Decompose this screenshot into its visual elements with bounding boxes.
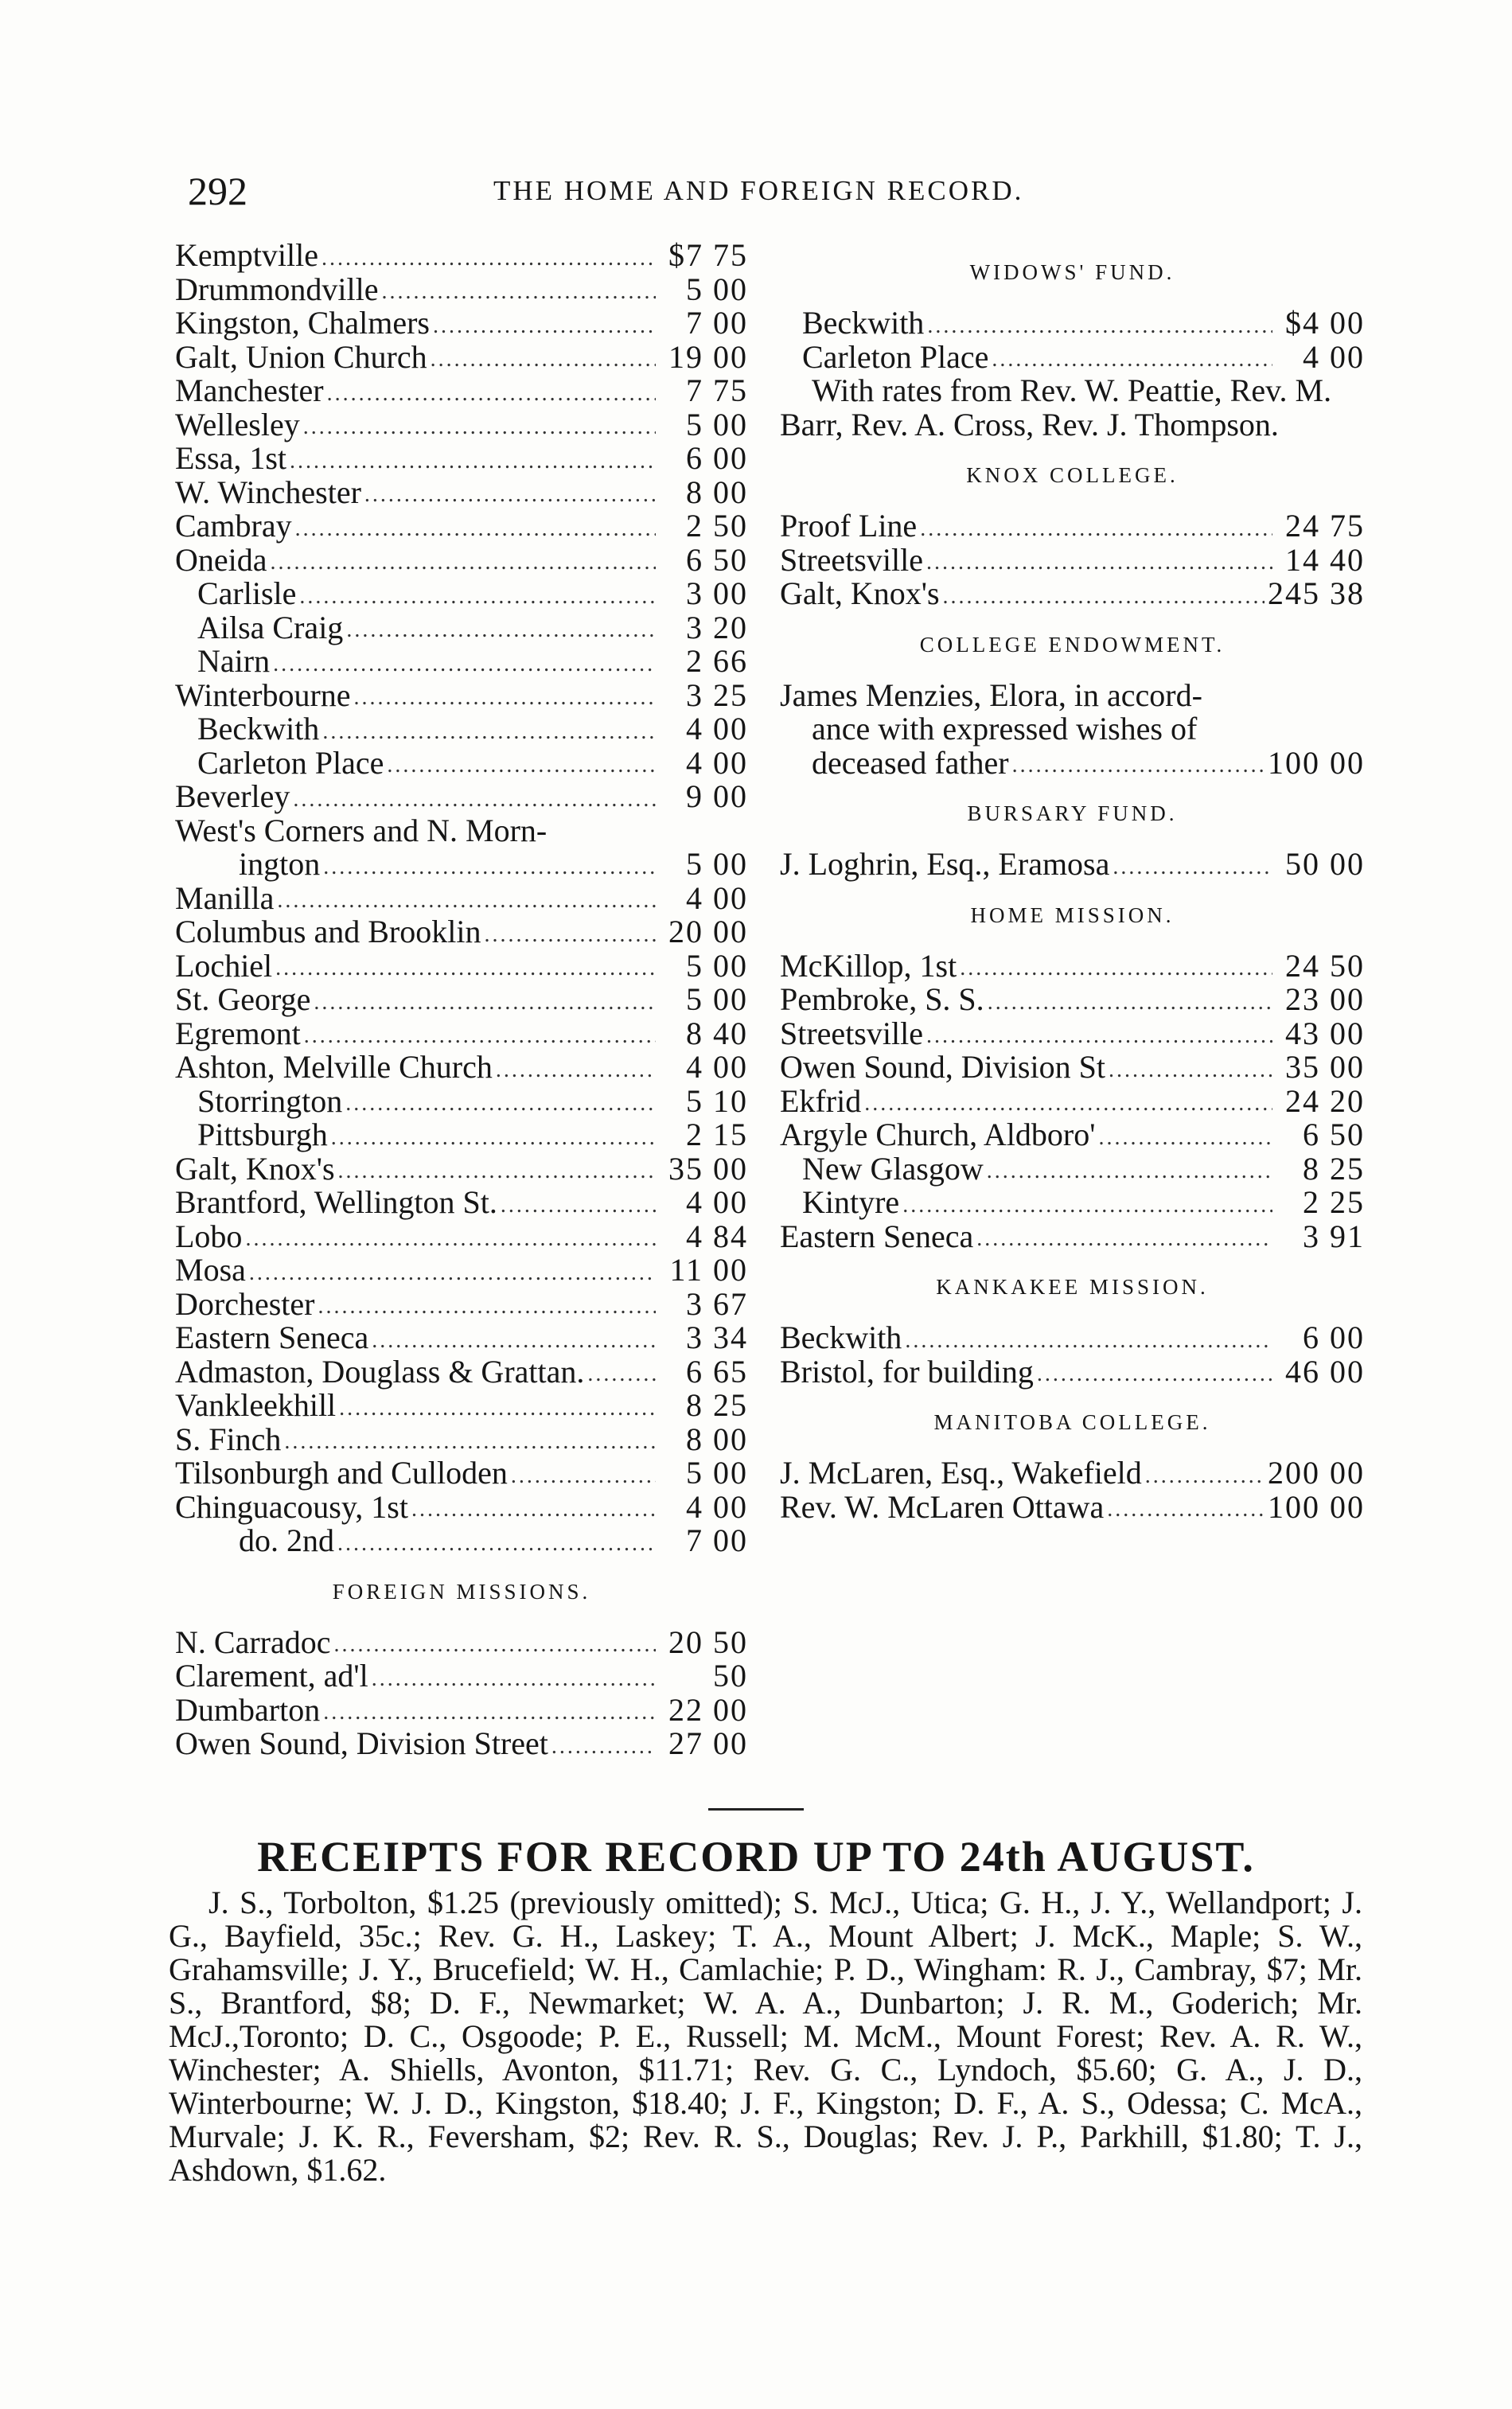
page-header <box>0 159 1512 223</box>
ledger-row <box>780 1220 1365 1254</box>
entry-name: Rev. W. McLaren Ottawa <box>780 1488 1105 1525</box>
entry-name: Beckwith <box>197 711 320 746</box>
ledger-row <box>175 879 748 916</box>
ledger-row <box>780 1488 1365 1525</box>
entry-amount: 6 65 <box>686 1353 748 1390</box>
entry-amount: 4 84 <box>686 1218 748 1254</box>
ledger-row <box>780 1186 1365 1220</box>
entry-amount: 5 00 <box>686 271 748 307</box>
leader-dots <box>303 413 656 442</box>
leader-dots <box>354 684 656 712</box>
leader-dots <box>364 481 656 509</box>
leader-dots <box>337 1530 656 1558</box>
leader-dots <box>321 244 656 273</box>
leader-dots <box>433 312 656 341</box>
entry-name: Ailsa Craig <box>197 609 344 645</box>
ledger-row <box>780 1082 1365 1119</box>
entry-name: Lochiel <box>175 947 273 984</box>
entry-name: Owen Sound, Division St <box>780 1049 1105 1085</box>
entry-amount: 3 67 <box>686 1285 748 1322</box>
leader-dots <box>299 583 656 611</box>
leader-dots <box>1037 1360 1272 1389</box>
leader-dots <box>987 1157 1272 1186</box>
leader-dots <box>905 1327 1272 1355</box>
endowment-line-3 <box>780 746 1365 781</box>
leader-dots <box>927 312 1272 341</box>
entry-name: Eastern Seneca <box>780 1218 974 1254</box>
entry-name: Eastern Seneca <box>175 1319 369 1355</box>
ledger-row <box>175 1488 748 1525</box>
entry-amount: 23 00 <box>1285 981 1365 1017</box>
entry-name: Kingston, Chalmers <box>175 305 430 341</box>
entry-amount: 5 00 <box>686 981 748 1017</box>
entry-amount: 4 00 <box>686 1184 748 1220</box>
foreign-missions-list <box>175 1626 748 1761</box>
leader-dots <box>327 380 656 408</box>
ledger-row <box>175 676 748 713</box>
right-column <box>780 239 1365 1524</box>
leader-dots <box>273 650 656 679</box>
entry-name: Mosa <box>175 1252 246 1288</box>
entry-amount: 6 00 <box>1303 1319 1365 1355</box>
entry-name: Beckwith <box>802 305 925 341</box>
leader-dots <box>992 345 1272 374</box>
endowment-line-1: James Menzies, Elora, in accord- <box>780 676 1202 713</box>
ledger-row <box>175 1456 748 1491</box>
widows-fund-note: With rates from Rev. W. Peattie, Rev. M. Barr, Rev. A. Cross, Rev. J. Thompson. <box>780 372 1332 442</box>
leader-dots <box>290 447 656 476</box>
entry-amount: 5 10 <box>686 1082 748 1119</box>
ledger-row <box>175 306 748 341</box>
leader-dots <box>277 887 656 915</box>
page-number: 292 <box>188 169 247 213</box>
entry-amount: 35 00 <box>1285 1049 1365 1085</box>
entry-amount: 4 00 <box>686 744 748 781</box>
contributions-list <box>175 239 748 1558</box>
entry-name: West's Corners and N. Morn- <box>175 812 548 848</box>
running-title: THE HOME AND FOREIGN RECORD. <box>493 175 1024 206</box>
ledger-row <box>780 509 1365 544</box>
endowment-line-2: ance with expressed wishes of <box>812 711 1198 746</box>
ledger-row <box>175 1220 748 1254</box>
ledger-row <box>780 306 1365 341</box>
leader-dots <box>511 1462 656 1491</box>
ledger-row <box>175 1082 748 1119</box>
entry-name: Carlisle <box>197 575 297 611</box>
leader-dots <box>926 548 1272 577</box>
widows-fund-list <box>780 306 1365 374</box>
entry-amount: 3 20 <box>686 609 748 645</box>
leader-dots <box>322 718 656 746</box>
ledger-row <box>780 1152 1365 1187</box>
entry-amount: 8 00 <box>686 1421 748 1457</box>
entry-amount: $7 75 <box>668 237 748 273</box>
entry-name: Brantford, Wellington St. <box>175 1184 497 1220</box>
entry-amount: 5 00 <box>686 1455 748 1491</box>
entry-name: S. Finch <box>175 1421 282 1457</box>
entry-name: Tilsonburgh and Culloden <box>175 1455 508 1491</box>
ledger-row <box>175 611 748 645</box>
entry-amount: 7 75 <box>686 372 748 408</box>
entry-amount: 2 66 <box>686 643 748 679</box>
entry-name: Nairn <box>197 643 271 679</box>
entry-amount: $4 00 <box>1285 305 1365 341</box>
ledger-row <box>175 476 748 510</box>
receipts-body: J. S., Torbolton, $1.25 (previously omitted); S. McJ., Utica; G. H., J. Y., Wellandport; J. G., Bayfield, 35c.; Rev. G. H., Laskey; T. A., Mount Albert; J. McK., Maple; S. W., Grahamsville; J. Y., Brucefield; W. H., Camlachie; P. D., Wingham: R. J., Cambray, $7; Mr. S., Brantford, $8; D. F., Newmarket; W. A. A., Dunbarton; J. R. M., Goderich; Mr. McJ.,Toronto; D. C., Osgoode; P. E., Russell; M. McM., Mount Forest; Rev. A. R. W., Winchester; A. Shiells, Avonton, $11.71; Rev. G. C., Lyndoch, $5.60; G. A., J. D., Winterbourne; W. J. D., Kingston, $18.40; J. F., Kingston; D. F., A. S., Odessa; C. McA., Murvale; J. K. R., Feversham, $2; Rev. R. S., Douglas; Rev. J. P., Parkhill, $1.80; T. J., Ashdown, $1.62. <box>169 1885 1362 2188</box>
ledger-row <box>175 442 748 476</box>
left-column <box>175 239 748 1761</box>
leader-dots <box>333 1631 656 1659</box>
entry-amount: 4 00 <box>686 711 748 746</box>
entry-amount: 50 00 <box>1285 846 1365 882</box>
entry-name: Lobo <box>175 1218 243 1254</box>
entry-name: Kemptville <box>175 237 318 273</box>
leader-dots <box>501 1191 656 1220</box>
ledger-row <box>780 1355 1365 1390</box>
entry-name: Vankleekhill <box>175 1387 337 1423</box>
entry-name: New Glasgow <box>802 1150 984 1187</box>
entry-name: Proof Line <box>780 508 918 544</box>
leader-dots <box>345 1090 656 1118</box>
entry-name: Winterbourne <box>175 676 351 713</box>
ledger-row <box>175 1321 748 1355</box>
ledger-row <box>175 1423 748 1457</box>
entry-name: Argyle Church, Aldboro' <box>780 1117 1096 1152</box>
section-heading-manitoba-college: MANITOBA COLLEGE. <box>933 1410 1211 1434</box>
section-heading-home-mission: HOME MISSION. <box>970 902 1175 927</box>
receipts-title: RECEIPTS FOR RECORD UP TO 24th AUGUST. <box>257 1833 1255 1881</box>
ledger-row <box>175 541 748 578</box>
manitoba-college-list <box>780 1456 1365 1524</box>
entry-name: Carleton Place <box>802 338 989 375</box>
leader-dots <box>1109 1056 1272 1085</box>
ledger-row <box>175 746 748 781</box>
entry-amount: 8 00 <box>686 474 748 510</box>
leader-dots <box>1098 1124 1272 1152</box>
leader-dots <box>323 1698 656 1727</box>
entry-amount: 3 25 <box>686 676 748 713</box>
entry-name: Dorchester <box>175 1285 315 1322</box>
entry-name: Oneida <box>175 541 267 578</box>
entry-name: N. Carradoc <box>175 1624 331 1660</box>
ledger-row <box>175 780 748 814</box>
leader-dots <box>318 1292 656 1321</box>
entry-name: Kintyre <box>802 1184 900 1220</box>
ledger-row <box>175 645 748 679</box>
entry-name: Wellesley <box>175 406 300 442</box>
entry-name: Columbus and Brooklin <box>175 914 481 949</box>
entry-name: J. McLaren, Esq., Wakefield <box>780 1455 1142 1491</box>
ledger-row <box>175 1186 748 1220</box>
entry-amount: 5 00 <box>686 846 748 882</box>
entry-amount: 24 75 <box>1285 508 1365 544</box>
entry-amount: 8 25 <box>1303 1150 1365 1187</box>
entry-name: Cambray <box>175 508 292 544</box>
entry-name: Ashton, Melville Church <box>175 1049 493 1085</box>
bursary-fund-list <box>780 848 1365 882</box>
leader-dots <box>387 751 656 780</box>
entry-amount: 14 40 <box>1285 541 1365 578</box>
entry-amount: 35 00 <box>668 1150 748 1187</box>
leader-dots <box>1113 853 1272 882</box>
entry-name: Chinguacousy, 1st <box>175 1488 408 1525</box>
section-heading-widows-fund: WIDOWS' FUND. <box>969 260 1175 284</box>
ledger-row <box>175 1659 748 1694</box>
ledger-row <box>175 1727 748 1761</box>
ledger-row <box>175 1691 748 1728</box>
entry-name: Beckwith <box>780 1319 902 1355</box>
leader-dots <box>960 954 1272 983</box>
entry-amount: 5 00 <box>686 406 748 442</box>
ledger-row <box>175 408 748 442</box>
leader-dots <box>496 1056 656 1085</box>
leader-dots <box>902 1191 1272 1220</box>
entry-name: Dumbarton <box>175 1691 321 1728</box>
leader-dots <box>293 785 656 814</box>
leader-dots <box>411 1495 656 1524</box>
entry-name: ington <box>239 846 321 882</box>
entry-amount: 9 00 <box>686 778 748 814</box>
entry-amount: 4 00 <box>1303 338 1365 375</box>
entry-amount: 2 25 <box>1303 1184 1365 1220</box>
ledger-row <box>175 949 748 984</box>
ledger-row <box>780 848 1365 882</box>
entry-amount: 6 50 <box>686 541 748 578</box>
entry-name: W. Winchester <box>175 474 361 510</box>
leader-dots <box>1012 751 1265 780</box>
section-heading-bursary-fund: BURSARY FUND. <box>967 801 1178 825</box>
leader-dots <box>304 1022 656 1051</box>
entry-name: Beverley <box>175 778 290 814</box>
entry-amount: 24 50 <box>1285 947 1365 984</box>
leader-dots <box>1145 1462 1265 1491</box>
leader-dots <box>271 548 656 577</box>
leader-dots <box>314 988 656 1017</box>
ledger-row <box>175 848 748 882</box>
ledger-row <box>780 1321 1365 1355</box>
entry-amount: 3 34 <box>686 1319 748 1355</box>
entry-name: Pembroke, S. S. <box>780 981 984 1017</box>
entry-amount: 19 00 <box>668 338 748 375</box>
leader-dots <box>284 1428 656 1456</box>
entry-name: do. 2nd <box>239 1522 334 1558</box>
section-divider-rule <box>708 1808 804 1811</box>
ledger-row <box>780 949 1365 984</box>
ledger-row <box>780 1456 1365 1491</box>
ledger-row <box>175 983 748 1017</box>
ledger-row <box>175 915 748 949</box>
leader-dots <box>295 515 656 544</box>
leader-dots <box>338 1157 656 1186</box>
entry-name: Clarement, ad'l <box>175 1658 368 1694</box>
entry-amount: 20 50 <box>668 1624 748 1660</box>
entry-amount: 8 25 <box>686 1387 748 1423</box>
ledger-row <box>780 541 1365 578</box>
ledger-row <box>175 1524 748 1558</box>
ledger-row <box>780 338 1365 375</box>
entry-amount: 4 00 <box>686 879 748 916</box>
entry-amount: 7 00 <box>686 305 748 341</box>
entry-amount: 22 00 <box>668 1691 748 1728</box>
entry-name: J. Loghrin, Esq., Eramosa <box>780 846 1110 882</box>
leader-dots <box>382 278 656 306</box>
entry-amount: 24 20 <box>1285 1082 1365 1119</box>
entry-name: Bristol, for building <box>780 1353 1034 1390</box>
ledger-row <box>175 273 748 307</box>
entry-amount: 3 00 <box>686 575 748 611</box>
leader-dots <box>275 954 656 983</box>
knox-college-list <box>780 509 1365 611</box>
leader-dots <box>331 1124 656 1152</box>
endowment-name: deceased father <box>812 744 1009 781</box>
entry-amount: 4 00 <box>686 1049 748 1085</box>
ledger-row <box>175 1285 748 1322</box>
ledger-row <box>175 1253 748 1288</box>
entry-amount: 2 15 <box>686 1117 748 1152</box>
entry-name: Manilla <box>175 879 275 916</box>
entry-name: St. George <box>175 981 311 1017</box>
leader-dots <box>245 1225 656 1253</box>
leader-dots <box>323 853 656 882</box>
leader-dots <box>484 921 656 949</box>
ledger-row <box>175 338 748 375</box>
ledger-row <box>780 1017 1365 1051</box>
section-heading-knox-college: KNOX COLLEGE. <box>966 463 1179 487</box>
ledger-row <box>780 1118 1365 1152</box>
leader-dots <box>988 988 1272 1017</box>
ledger-row <box>780 1051 1365 1085</box>
entry-amount: 27 00 <box>668 1725 748 1761</box>
ledger-row <box>175 577 748 611</box>
entry-name: Streetsville <box>780 541 923 578</box>
ledger-row <box>175 374 748 408</box>
entry-name: Galt, Union Church <box>175 338 427 375</box>
entry-amount: 5 00 <box>686 947 748 984</box>
entry-name: Admaston, Douglass & Grattan. <box>175 1353 585 1390</box>
leader-dots <box>920 515 1272 544</box>
leader-dots <box>372 1665 656 1694</box>
entry-name: Manchester <box>175 372 324 408</box>
ledger-row <box>175 1626 748 1660</box>
endowment-amount: 100 00 <box>1268 744 1365 781</box>
entry-amount: 20 00 <box>668 914 748 949</box>
entry-name: Drummondville <box>175 271 379 307</box>
entry-amount: 245 38 <box>1268 575 1365 611</box>
leader-dots <box>943 583 1265 611</box>
entry-name: Streetsville <box>780 1015 923 1051</box>
entry-name: Storrington <box>197 1082 343 1119</box>
leader-dots <box>372 1327 656 1355</box>
section-heading-foreign-missions: FOREIGN MISSIONS. <box>332 1579 591 1604</box>
entry-amount: 3 91 <box>1303 1218 1365 1254</box>
entry-amount: 2 50 <box>686 508 748 544</box>
section-heading-kankakee-mission: KANKAKEE MISSION. <box>936 1275 1209 1299</box>
entry-name: McKillop, 1st <box>780 947 957 984</box>
entry-name: Owen Sound, Division Street <box>175 1725 548 1761</box>
entry-name: Ekfrid <box>780 1082 862 1119</box>
leader-dots <box>587 1360 656 1389</box>
ledger-row <box>175 239 748 273</box>
leader-dots <box>249 1259 656 1288</box>
entry-amount: 8 40 <box>686 1015 748 1051</box>
entry-amount: 7 00 <box>686 1522 748 1558</box>
kankakee-mission-list <box>780 1321 1365 1389</box>
home-mission-list <box>780 949 1365 1254</box>
ledger-row <box>175 1389 748 1423</box>
entry-amount: 11 00 <box>669 1252 748 1288</box>
ledger-row <box>175 1051 748 1085</box>
leader-dots <box>864 1090 1272 1118</box>
section-heading-college-endowment: COLLEGE ENDOWMENT. <box>919 632 1226 657</box>
ledger-row <box>175 1152 748 1187</box>
ledger-row <box>780 577 1365 611</box>
entry-amount: 4 00 <box>686 1488 748 1525</box>
entry-amount: 200 00 <box>1268 1455 1365 1491</box>
ledger-row <box>175 814 748 848</box>
entry-name: Essa, 1st <box>175 440 286 476</box>
entry-amount: 6 50 <box>1303 1117 1365 1152</box>
leader-dots <box>346 616 656 645</box>
entry-amount: 46 00 <box>1285 1353 1365 1390</box>
entry-name: Egremont <box>175 1015 301 1051</box>
ledger-row <box>175 1017 748 1051</box>
entry-amount: 43 00 <box>1285 1015 1365 1051</box>
ledger-row <box>175 1355 748 1390</box>
ledger-row <box>175 509 748 544</box>
leader-dots <box>551 1733 656 1761</box>
ledger-row <box>780 983 1365 1017</box>
entry-amount: 100 00 <box>1268 1488 1365 1525</box>
leader-dots <box>339 1394 656 1423</box>
entry-name: Carleton Place <box>197 744 384 781</box>
entry-amount: 6 00 <box>686 440 748 476</box>
ledger-row <box>175 1118 748 1152</box>
entry-amount: 50 <box>713 1658 748 1694</box>
leader-dots <box>926 1022 1272 1051</box>
entry-name: Galt, Knox's <box>175 1150 335 1187</box>
leader-dots <box>976 1225 1272 1253</box>
ledger-row <box>175 712 748 746</box>
leader-dots <box>431 345 656 374</box>
entry-name: Pittsburgh <box>197 1117 328 1152</box>
leader-dots <box>1107 1495 1265 1524</box>
entry-name: Galt, Knox's <box>780 575 940 611</box>
